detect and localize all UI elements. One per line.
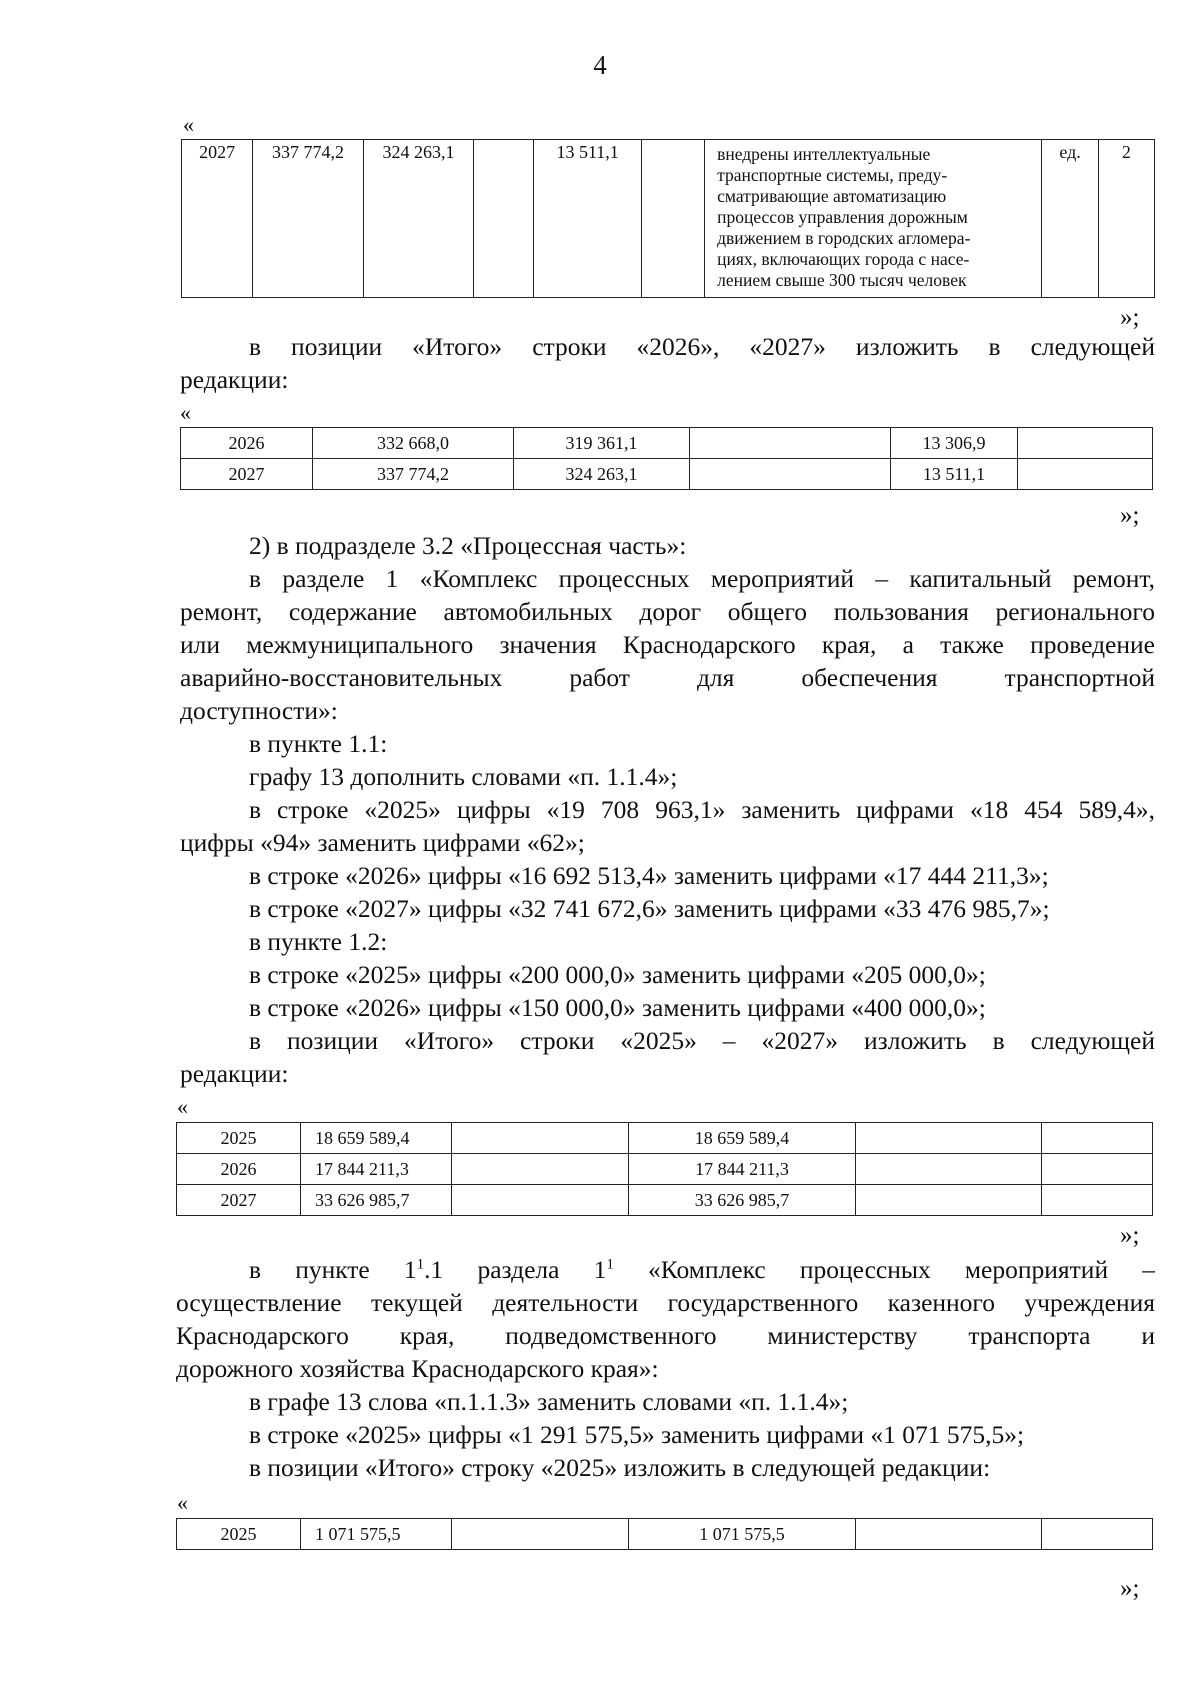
empty-cell bbox=[1042, 1123, 1153, 1154]
empty-cell bbox=[690, 459, 891, 490]
superscript: 1 bbox=[606, 1256, 614, 1273]
regional-cell: 1 071 575,5 bbox=[629, 1519, 856, 1550]
empty-cell bbox=[856, 1185, 1042, 1216]
paragraph: в разделе 1 «Комплекс процессных мероприятий – капитальный ремонт, bbox=[249, 564, 1155, 593]
paragraph: в строке «2027» цифры «32 741 672,6» заменить цифрами «33 476 985,7»; bbox=[249, 894, 1050, 923]
paragraph: в пункте 1.2: bbox=[249, 927, 388, 956]
federal-cell: 324 263,1 bbox=[514, 459, 690, 490]
year-cell: 2025 bbox=[177, 1519, 301, 1550]
regional-cell: 13 306,9 bbox=[891, 428, 1018, 459]
regional-cell: 13 511,1 bbox=[534, 140, 641, 298]
regional-cell: 13 511,1 bbox=[891, 459, 1018, 490]
empty-cell bbox=[452, 1519, 629, 1550]
regional-cell: 18 659 589,4 bbox=[629, 1123, 856, 1154]
empty-cell bbox=[1042, 1154, 1153, 1185]
description-line: циях, включающих города с насе- bbox=[717, 249, 970, 269]
quote-open: « bbox=[177, 1094, 188, 1119]
quote-open: « bbox=[183, 112, 194, 137]
regional-cell: 17 844 211,3 bbox=[629, 1154, 856, 1185]
description-line: движением в городских агломера- bbox=[717, 228, 971, 248]
quote-open: « bbox=[177, 1490, 188, 1515]
table-row bbox=[182, 140, 1155, 298]
description-line: транспортные системы, преду- bbox=[717, 165, 948, 185]
table-row bbox=[177, 1185, 1153, 1216]
total-cell: 18 659 589,4 bbox=[301, 1123, 452, 1154]
empty-cell bbox=[452, 1123, 629, 1154]
description-cell bbox=[705, 140, 1042, 298]
table-row bbox=[181, 459, 1153, 490]
table-row bbox=[177, 1123, 1153, 1154]
quote-close: »; bbox=[1120, 1575, 1140, 1602]
empty-cell bbox=[690, 428, 891, 459]
paragraph: аварийно-восстановительных работ для обеспечения транспортной bbox=[180, 663, 1155, 692]
total-cell: 337 774,2 bbox=[313, 459, 514, 490]
paragraph: графу 13 дополнить словами «п. 1.1.4»; bbox=[249, 762, 678, 791]
unit-cell: ед. bbox=[1042, 140, 1098, 298]
superscript: 1 bbox=[416, 1256, 425, 1273]
year-cell: 2026 bbox=[177, 1154, 301, 1185]
paragraph: в строке «2025» цифры «1 291 575,5» заменить цифрами «1 071 575,5»; bbox=[249, 1420, 1025, 1449]
quote-close: »; bbox=[1120, 304, 1140, 331]
table-row bbox=[177, 1154, 1153, 1185]
table-itogo-2025 bbox=[176, 1518, 1153, 1550]
paragraph: Краснодарского края, подведомственного министерству транспорта и bbox=[176, 1321, 1155, 1350]
paragraph: в графе 13 слова «п.1.1.3» заменить словами «п. 1.1.4»; bbox=[249, 1387, 849, 1416]
paragraph: осуществление текущей деятельности государственного казенного учреждения bbox=[176, 1288, 1155, 1317]
empty-cell bbox=[1018, 428, 1153, 459]
paragraph: в позиции «Итого» строки «2025» – «2027» изложить в следующей bbox=[249, 1026, 1155, 1055]
text-fragment: .1 раздела 1 bbox=[424, 1255, 607, 1284]
empty-cell bbox=[1042, 1185, 1153, 1216]
quote-open: « bbox=[180, 400, 191, 425]
total-cell: 1 071 575,5 bbox=[301, 1519, 452, 1550]
paragraph: в строке «2026» цифры «150 000,0» заменить цифрами «400 000,0»; bbox=[249, 993, 986, 1022]
quote-close: »; bbox=[1120, 502, 1140, 529]
section-heading: 2) в подразделе 3.2 «Процессная часть»: bbox=[249, 531, 687, 560]
description-line: процессов управления дорожным bbox=[717, 207, 968, 227]
empty-cell bbox=[856, 1519, 1042, 1550]
description-line: лением свыше 300 тысяч человек bbox=[717, 270, 967, 290]
regional-cell: 33 626 985,7 bbox=[629, 1185, 856, 1216]
table-row bbox=[181, 428, 1153, 459]
empty-cell bbox=[452, 1185, 629, 1216]
total-cell: 332 668,0 bbox=[313, 428, 514, 459]
table-row bbox=[177, 1519, 1153, 1550]
empty-cell bbox=[1042, 1519, 1153, 1550]
empty-cell bbox=[452, 1154, 629, 1185]
table-goal-2027 bbox=[181, 139, 1155, 298]
paragraph: редакции: bbox=[180, 1059, 289, 1088]
paragraph bbox=[249, 1254, 1155, 1287]
description-line: внедрены интеллектуальные bbox=[717, 144, 931, 164]
year-cell: 2026 bbox=[181, 428, 313, 459]
paragraph: доступности»: bbox=[180, 696, 338, 725]
table-itogo-2025-2027 bbox=[176, 1122, 1153, 1216]
empty-cell bbox=[641, 140, 704, 298]
year-cell: 2025 bbox=[177, 1123, 301, 1154]
empty-cell bbox=[474, 140, 534, 298]
table-itogo-2026-2027 bbox=[180, 427, 1153, 490]
federal-cell: 324 263,1 bbox=[363, 140, 473, 298]
page-number: 4 bbox=[593, 50, 607, 80]
empty-cell bbox=[856, 1154, 1042, 1185]
paragraph: ремонт, содержание автомобильных дорог общего пользования регионального bbox=[180, 597, 1155, 626]
total-cell: 17 844 211,3 bbox=[301, 1154, 452, 1185]
paragraph: в строке «2025» цифры «19 708 963,1» заменить цифрами «18 454 589,4», bbox=[249, 795, 1155, 824]
description-line: сматривающие автоматизацию bbox=[717, 186, 947, 206]
paragraph: в строке «2026» цифры «16 692 513,4» заменить цифрами «17 444 211,3»; bbox=[249, 861, 1049, 890]
paragraph: в позиции «Итого» строку «2025» изложить в следующей редакции: bbox=[249, 1453, 991, 1482]
paragraph: в строке «2025» цифры «200 000,0» заменить цифрами «205 000,0»; bbox=[249, 960, 986, 989]
value-cell: 2 bbox=[1098, 140, 1154, 298]
paragraph: или межмуниципального значения Краснодарского края, а также проведение bbox=[180, 630, 1155, 659]
federal-cell: 319 361,1 bbox=[514, 428, 690, 459]
total-cell: 337 774,2 bbox=[253, 140, 363, 298]
text-fragment: «Комплекс процессных мероприятий – bbox=[613, 1255, 1155, 1284]
paragraph: в позиции «Итого» строки «2026», «2027» изложить в следующей bbox=[249, 332, 1155, 361]
paragraph: дорожного хозяйства Краснодарского края»: bbox=[176, 1354, 659, 1383]
year-cell: 2027 bbox=[182, 140, 253, 298]
total-cell: 33 626 985,7 bbox=[301, 1185, 452, 1216]
empty-cell bbox=[1018, 459, 1153, 490]
paragraph: редакции: bbox=[180, 365, 289, 394]
text-fragment: в пункте 1 bbox=[249, 1255, 417, 1284]
empty-cell bbox=[856, 1123, 1042, 1154]
year-cell: 2027 bbox=[177, 1185, 301, 1216]
paragraph: цифры «94» заменить цифрами «62»; bbox=[180, 828, 585, 857]
paragraph: в пункте 1.1: bbox=[249, 729, 388, 758]
quote-close: »; bbox=[1120, 1222, 1140, 1249]
year-cell: 2027 bbox=[181, 459, 313, 490]
